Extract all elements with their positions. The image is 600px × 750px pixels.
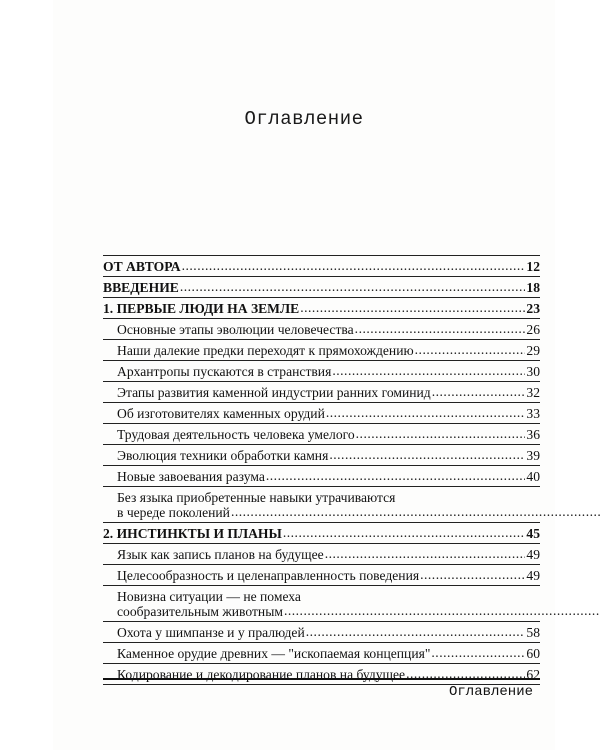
toc-entry-label: Архантропы пускаются в странствия xyxy=(117,364,332,379)
toc-entry-page: 62 xyxy=(526,667,540,682)
toc-entry-page: 36 xyxy=(526,427,540,442)
toc-entry-page: 58 xyxy=(526,625,540,640)
toc-entry-page: 60 xyxy=(526,646,540,661)
toc-entry xyxy=(103,340,540,361)
dot-leader xyxy=(266,468,526,483)
toc-entry-page: 23 xyxy=(526,301,540,316)
toc-entry xyxy=(103,565,540,586)
toc-entry-label: Об изготовителях каменных орудий xyxy=(117,406,325,421)
toc-entry-page: 33 xyxy=(526,406,540,421)
toc-entry xyxy=(103,544,540,565)
book-page xyxy=(53,0,555,750)
toc-entry xyxy=(103,277,540,298)
toc-entry-page: 26 xyxy=(526,322,540,337)
toc-entry xyxy=(103,586,540,622)
toc-entry xyxy=(103,622,540,643)
toc-entry-page: 18 xyxy=(526,280,540,295)
toc-entry-label-line2: в череде поколений xyxy=(117,505,230,520)
dot-leader xyxy=(431,645,525,660)
toc-entry-label: Каменное орудие древних — "ископаемая концепция" xyxy=(117,646,431,661)
toc-entry-label-line1: Новизна ситуации — не помеха xyxy=(117,589,301,604)
toc-entry xyxy=(103,255,540,277)
toc-entry-label: Целесообразность и целенаправленность поведения xyxy=(117,568,420,583)
footer-rule xyxy=(103,678,540,680)
dot-leader xyxy=(300,300,525,315)
toc-entry-label: Основные этапы эволюции человечества xyxy=(117,322,354,337)
toc-entry xyxy=(103,424,540,445)
toc-entry-label: ВВЕДЕНИЕ xyxy=(103,280,179,295)
toc-entry-label: Трудовая деятельность человека умелого xyxy=(117,427,355,442)
dot-leader xyxy=(306,624,526,639)
toc-entry-page: 12 xyxy=(526,259,540,274)
dot-leader xyxy=(284,603,600,618)
toc-entry xyxy=(103,523,540,544)
toc-entry xyxy=(103,466,540,487)
toc-entry-label: Этапы развития каменной индустрии ранних гоминид xyxy=(117,385,431,400)
toc-entry-label: 2. ИНСТИНКТЫ И ПЛАНЫ xyxy=(103,526,282,541)
toc-entry xyxy=(103,403,540,424)
dot-leader xyxy=(231,504,600,519)
toc-entry xyxy=(103,298,540,319)
toc-entry-label: 1. ПЕРВЫЕ ЛЮДИ НА ЗЕМЛЕ xyxy=(103,301,300,316)
toc-entry-page: 49 xyxy=(526,568,540,583)
page-title: Оглавление xyxy=(244,108,364,130)
toc-entry xyxy=(103,319,540,340)
toc-entry-label: Новые завоевания разума xyxy=(117,469,265,484)
toc-entry xyxy=(103,361,540,382)
toc-entry-label: Язык как запись планов на будущее xyxy=(117,547,324,562)
table-of-contents xyxy=(103,255,540,685)
dot-leader xyxy=(420,567,525,582)
toc-entry-label: Кодирование и декодирование планов на будущее xyxy=(117,667,406,682)
dot-leader xyxy=(355,321,526,336)
dot-leader xyxy=(283,525,526,540)
toc-entry-page: 39 xyxy=(526,448,540,463)
dot-leader xyxy=(332,363,525,378)
toc-entry-page: 29 xyxy=(526,343,540,358)
dot-leader xyxy=(329,447,525,462)
toc-entry-label: Эволюция техники обработки камня xyxy=(117,448,329,463)
dot-leader xyxy=(356,426,526,441)
toc-entry xyxy=(103,382,540,403)
toc-entry-page: 45 xyxy=(526,526,540,541)
toc-entry-page: 49 xyxy=(526,547,540,562)
dot-leader xyxy=(326,405,526,420)
dot-leader xyxy=(180,279,526,294)
running-head: Оглавление xyxy=(448,684,533,700)
toc-entry xyxy=(103,445,540,466)
toc-entry xyxy=(103,664,540,685)
toc-entry-label: ОТ АВТОРА xyxy=(103,259,181,274)
toc-entry-label-line1: Без языка приобретенные навыки утрачиваются xyxy=(117,490,396,505)
toc-entry-label-line2: сообразительным животным xyxy=(117,604,283,619)
dot-leader xyxy=(432,384,526,399)
toc-entry xyxy=(103,643,540,664)
dot-leader xyxy=(415,342,526,357)
toc-entry-page: 32 xyxy=(526,385,540,400)
dot-leader xyxy=(182,258,526,273)
toc-entry-label: Охота у шимпанзе и у пралюдей xyxy=(117,625,305,640)
dot-leader xyxy=(325,546,526,561)
toc-entry-page: 40 xyxy=(526,469,540,484)
toc-entry-label: Наши далекие предки переходят к прямохождению xyxy=(117,343,414,358)
toc-entry-page: 30 xyxy=(526,364,540,379)
toc-entry xyxy=(103,487,540,523)
